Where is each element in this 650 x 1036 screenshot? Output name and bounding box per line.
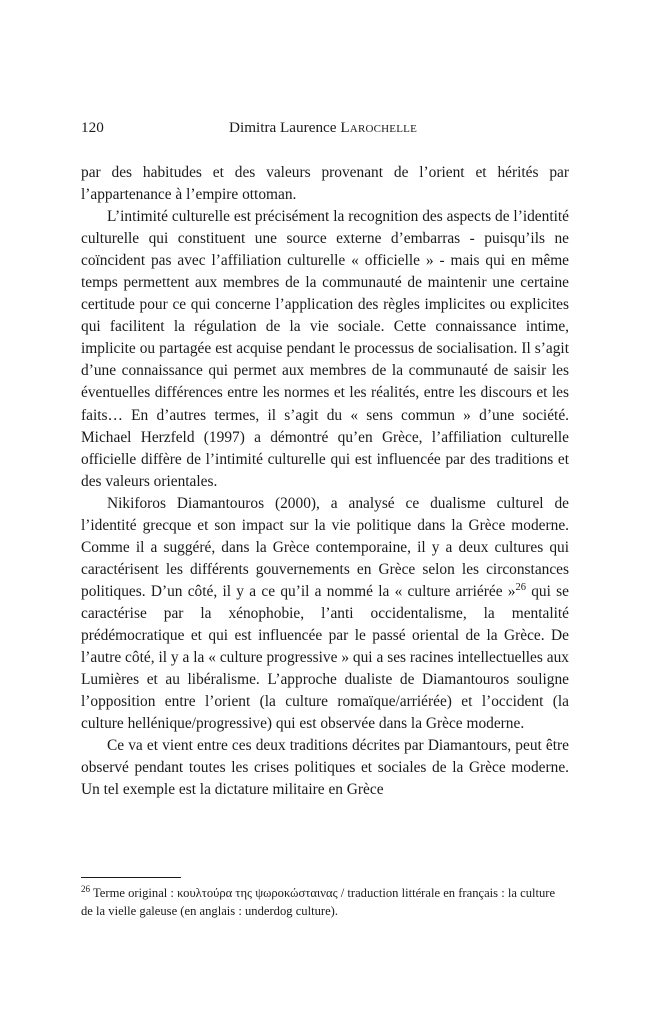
- paragraph-intimite-culturelle: L’intimité culturelle est précisément la recognition des aspects de l’identité culturelle qui constituent une source externe d’embarras - puisqu’ils ne coïncident pas avec l’affiliation culturelle « officielle » - mais qui en même temps permettent aux membres de la communauté de maintenir une certaine certitude pour ce qui concerne l’application des règles implicites ou explicites qui facilitent la régulation de la vie sociale. Cette connaissance intime, implicite ou partagée est acquise pendant le processus de socialisation. Il s’agit d’une connaissance qui permet aux membres de la communauté de saisir les éventuelles différences entre les normes et les réalités, entre les discours et les faits… En d’autres termes, il s’agit du « sens commun » d’une société. Michael Herzfeld (1997) a démontré qu’en Grèce, l’affiliation culturelle officielle diffère de l’intimité culturelle qui est influencée par des traditions et des valeurs orientales.: [81, 208, 569, 490]
- footnote-text: Terme original : κουλτούρα της ψωροκώσταινας / traduction littérale en français : la culture de la vielle galeuse (en anglais : underdog culture).: [81, 886, 556, 919]
- paragraph-continued: par des habitudes et des valeurs provenant de l’orient et hérités par l’appartenance à l’empire ottoman.: [81, 164, 569, 204]
- body-text: [81, 162, 569, 801]
- paragraph-diamantouros-part1: Nikiforos Diamantouros (2000), a analysé ce dualisme culturel de l’identité grecque et son impact sur la vie politique dans la Grèce moderne. Comme il a suggéré, dans la Grèce contemporaine, il y a deux cultures qui caractérisent les différents gouvernements en Grèce selon les circonstances politiques. D’un côté, il y a ce qu’il a nommé la « culture arriérée »: [81, 494, 569, 600]
- footnote-separator-rule: [81, 877, 181, 878]
- running-head-author: Dimitra Laurence: [229, 119, 337, 136]
- running-head: [81, 118, 569, 138]
- footnote-item: [81, 884, 569, 921]
- paragraph-diamantouros-part2: qui se caractérise par la xénophobie, l’anti occidentalisme, la mentalité prédémocratique et qui est influencée par le passé oriental de la Grèce. De l’autre côté, il y a la « culture progressive » qui a ses racines intellectuelles aux Lumières et au libéralisme. L’approche dualiste de Diamantouros souligne l’opposition entre l’orient (la culture romaïque/arriérée) et l’occident (la culture hellénique/progressive) qui est observée dans la Grèce moderne.: [81, 582, 570, 733]
- paragraph-diamantouros: [81, 493, 569, 736]
- running-head-author-surname: Larochelle: [340, 119, 417, 136]
- paragraph-va-et-vient: Ce va et vient entre ces deux traditions décrites par Diamantours, peut être observé pendant toutes les crises politiques et sociales de la Grèce moderne. Un tel exemple est la dictature militaire en Grèce: [81, 737, 569, 799]
- footnote-reference-26[interactable]: 26: [515, 581, 526, 593]
- footnote-area: [81, 884, 569, 921]
- footnote-marker-26: 26: [81, 883, 91, 894]
- running-head-title: [229, 118, 417, 138]
- page-number: 120: [81, 119, 104, 136]
